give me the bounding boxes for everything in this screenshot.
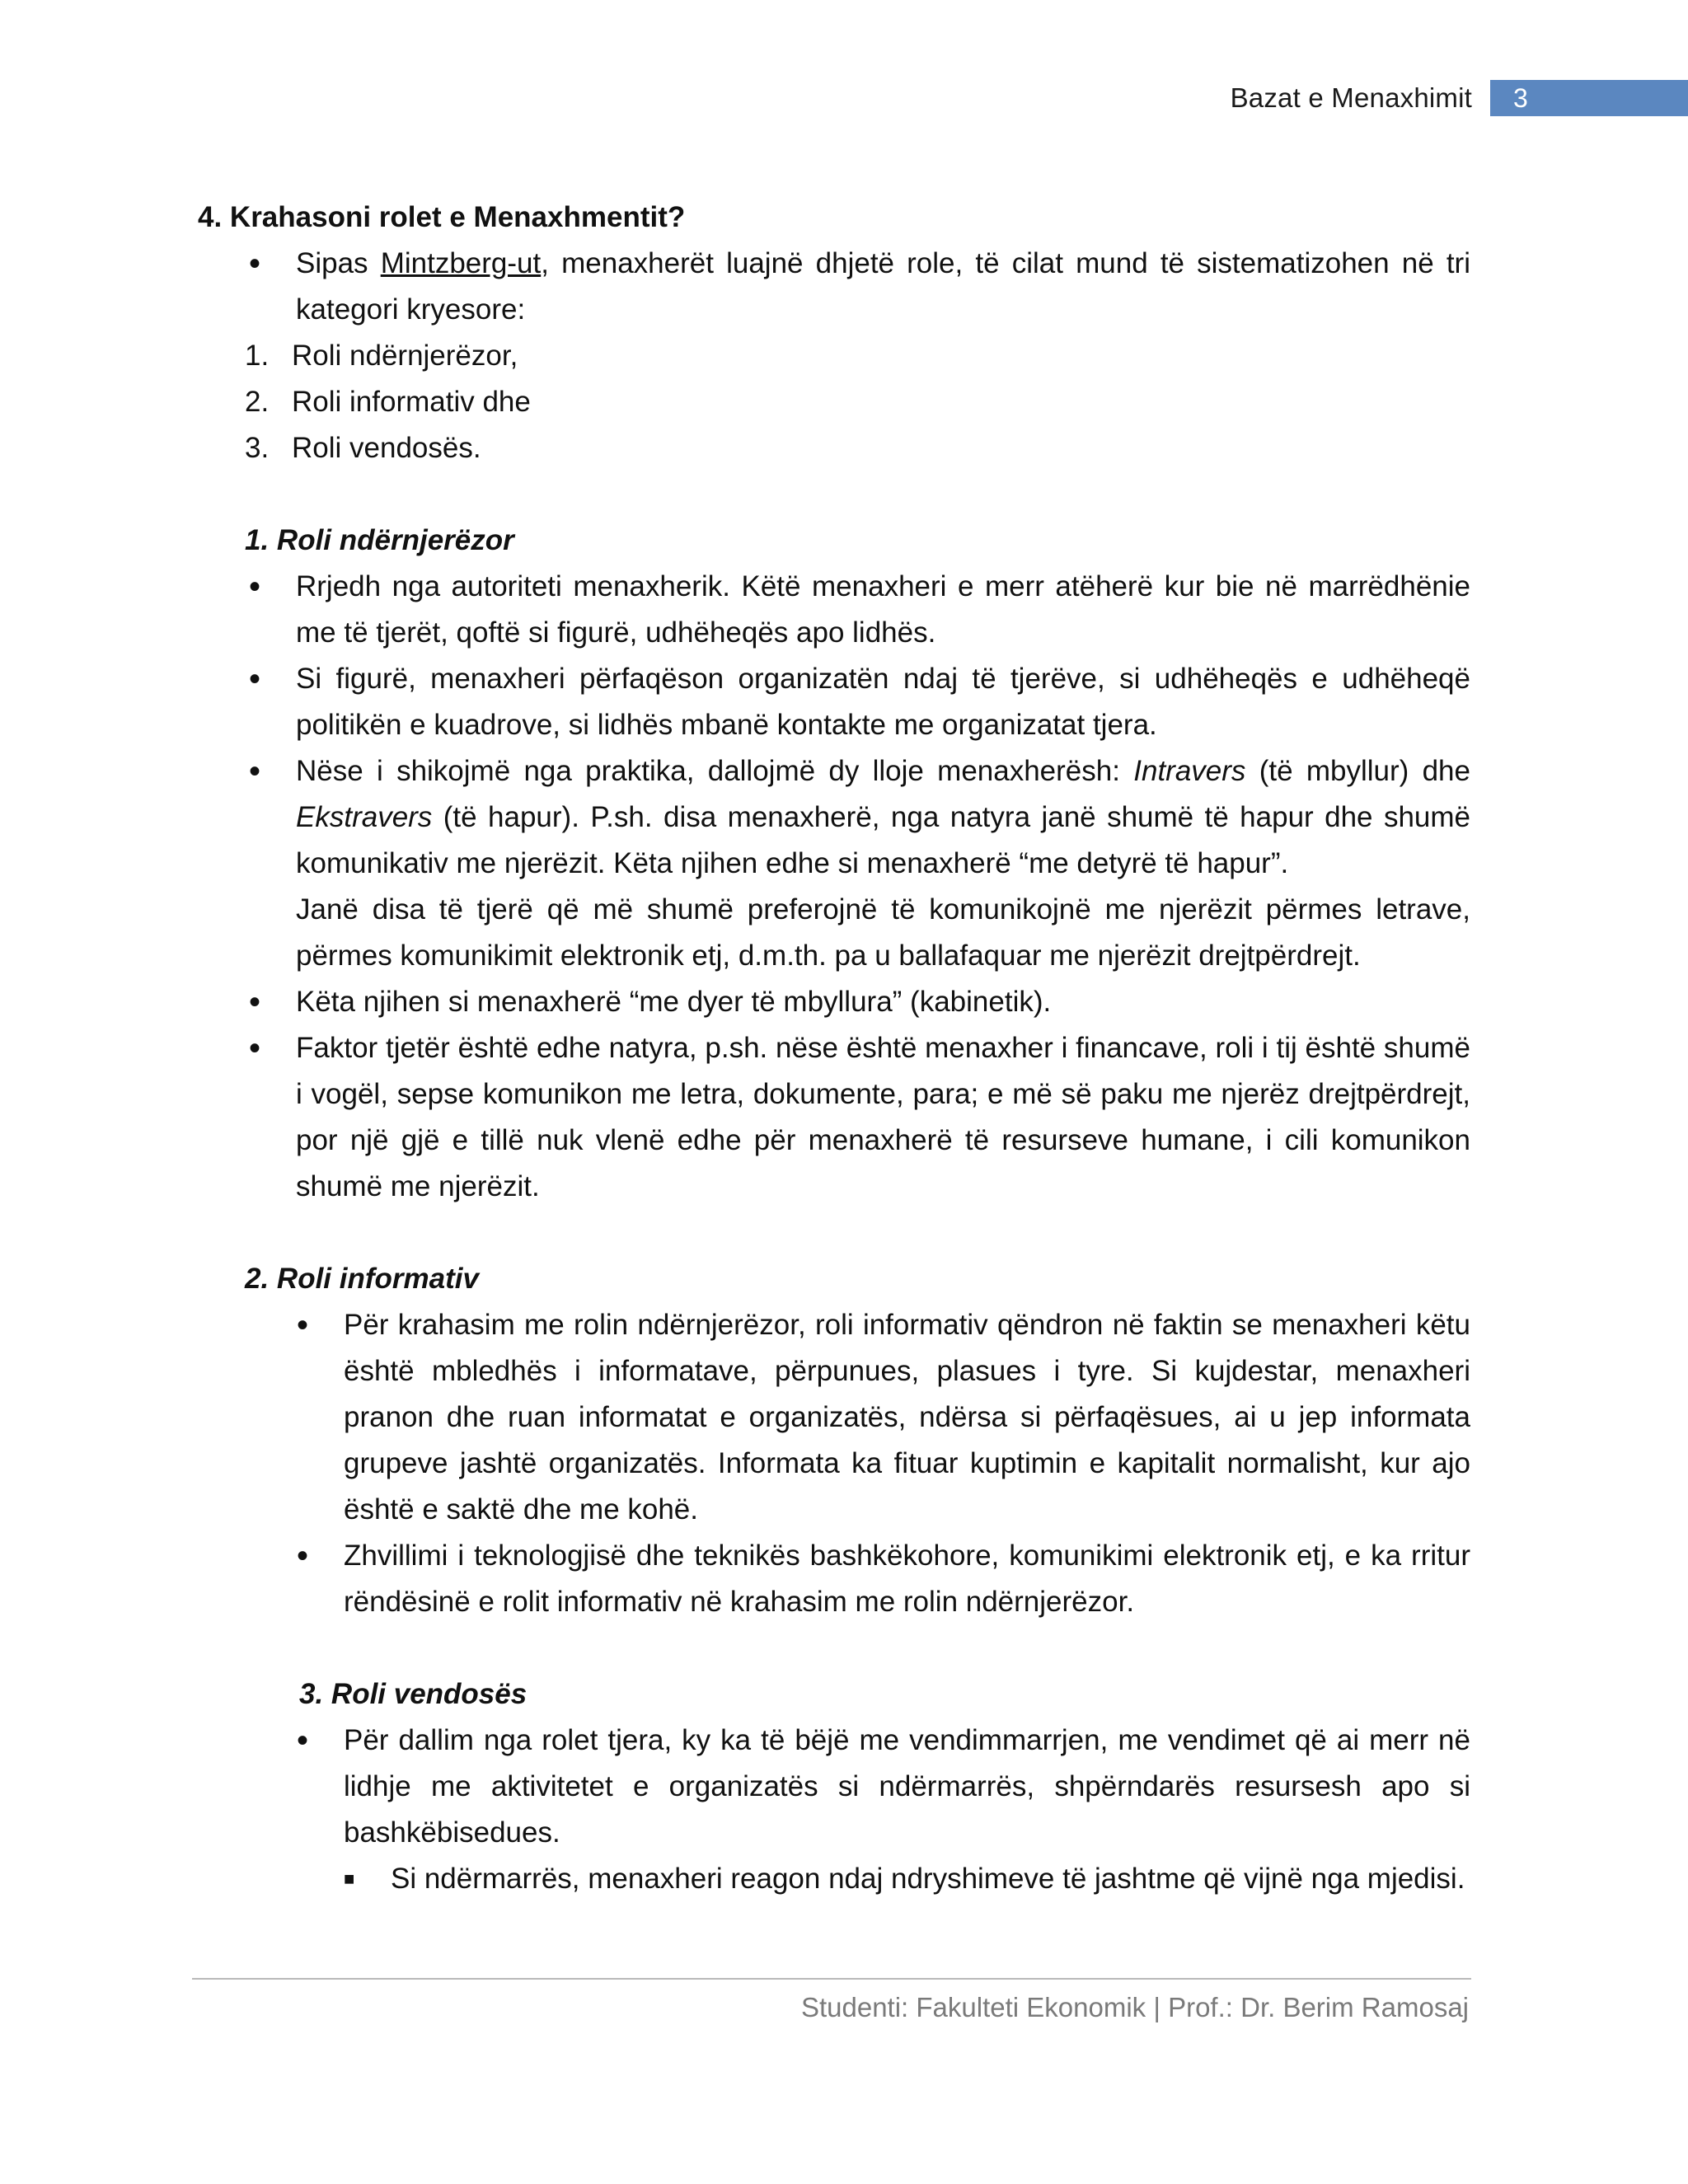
- section-informational: [297, 1302, 1470, 1625]
- roles-list: [198, 333, 1470, 471]
- list-item: 2. Roli informativ dhe: [245, 386, 531, 418]
- page-header: [1231, 80, 1688, 116]
- section-heading-decisional: 3. Roli vendosës: [299, 1678, 528, 1710]
- list-item: • Faktor tjetër është edhe natyra, p.sh. nëse është menaxher i financave, roli i tij është shumë i vogël, sepse komunikon me letra, dokumente, para; e më së paku me njerëz drejtpërdrejt, por një gjë e tillë nuk vlenë edhe për menaxherë të resurseve humane, i cili komunikon shumë me njerëzit.: [249, 1025, 1470, 1210]
- page-number: 3: [1490, 80, 1688, 116]
- list-item: • Për krahasim me rolin ndërnjerëzor, roli informativ qëndron në faktin se menaxheri këtu është mbledhës i informatave, përpunues, plasues i tyre. Si kujdestar, menaxheri pranon dhe ruan informatat e organizatës, ndërsa si përfaqësues, ai u jep informata grupeve jashtë organizatës. Informata ka fituar kuptimin e kapitalit normalisht, kur ajo është e saktë dhe me kohë.: [297, 1302, 1470, 1533]
- list-item: • Nëse i shikojmë nga praktika, dallojmë dy lloje menaxherësh: Intravers (të mbyllur) dhe Ekstravers (të hapur). P.sh. disa menaxherë, nga natyra janë shumë të hapur dhe shumë komunikativ me njerëzit. Këta njihen edhe si menaxherë “me detyrë të hapur”.: [249, 748, 1470, 887]
- bullet-icon: •: [249, 246, 261, 282]
- bullet-icon: •: [297, 1307, 309, 1343]
- section-heading-informational: 2. Roli informativ: [245, 1263, 479, 1295]
- list-item: 3. Roli vendosës.: [245, 432, 481, 464]
- bullet-icon: •: [249, 569, 261, 605]
- footer-text: Studenti: Fakulteti Ekonomik | Prof.: Dr. Berim Ramosaj: [800, 1992, 1469, 2022]
- bullet-icon: •: [249, 661, 261, 697]
- section-decisional: [297, 1718, 1470, 1856]
- intro-text: Sipas Mintzberg-ut, menaxherët luajnë dhjetë role, të cilat mund të sistematizohen në tri kategori kryesore:: [296, 247, 1470, 326]
- list-item: • Si figurë, menaxheri përfaqëson organizatën ndaj të tjerëve, si udhëheqës e udhëheqë politikën e kuadrove, si lidhës mbanë kontakte me organizatat tjera.: [249, 656, 1470, 748]
- section-heading-interpersonal: 1. Roli ndërnjerëzor: [245, 524, 514, 556]
- square-bullet-icon: ■: [344, 1868, 355, 1889]
- bullet-icon: •: [297, 1722, 309, 1759]
- bullet-icon: •: [249, 1030, 261, 1066]
- sub-list-item: ■ Si ndërmarrës, menaxheri reagon ndaj ndryshimeve të jashtme që vijnë nga mjedisi.: [344, 1856, 1470, 1902]
- bullet-icon: •: [249, 753, 261, 790]
- paragraph-continuation: Janë disa të tjerë që më shumë preferojnë të komunikojnë me njerëzit përmes letrave, përmes komunikimit elektronik etj, d.m.th. pa u ballafaquar me njerëzit drejtpërdrejt.: [296, 893, 1470, 972]
- section-interpersonal: [249, 564, 1470, 1210]
- list-item: • Për dallim nga rolet tjera, ky ka të bëjë me vendimmarrjen, me vendimet që ai merr në lidhje me aktivitetet e organizatës si ndërmarrës, shpërndarës resursesh apo si bashkëbisedues.: [297, 1718, 1470, 1856]
- question-heading: 4. Krahasoni rolet e Menaxhmentit?: [198, 201, 686, 233]
- list-item: • Rrjedh nga autoriteti menaxherik. Këtë menaxheri e merr atëherë kur bie në marrëdhënie me të tjerët, qoftë si figurë, udhëheqës apo lidhës.: [249, 564, 1470, 656]
- mintzberg-link-text: Mintzberg-ut: [380, 247, 542, 279]
- bullet-icon: •: [249, 984, 261, 1020]
- intro-bullet: [249, 241, 1470, 333]
- document-body: [198, 194, 1470, 1902]
- list-item: 1. Roli ndërnjerëzor,: [245, 340, 518, 372]
- footer-divider: [192, 1978, 1471, 1980]
- list-item: • Këta njihen si menaxherë “me dyer të mbyllura” (kabinetik).: [249, 979, 1470, 1025]
- bullet-icon: •: [297, 1538, 309, 1574]
- header-title: Bazat e Menaxhimit: [1230, 82, 1472, 113]
- list-item: • Zhvillimi i teknologjisë dhe teknikës bashkëkohore, komunikimi elektronik etj, e ka rritur rëndësinë e rolit informativ në krahasim me rolin ndërnjerëzor.: [297, 1533, 1470, 1625]
